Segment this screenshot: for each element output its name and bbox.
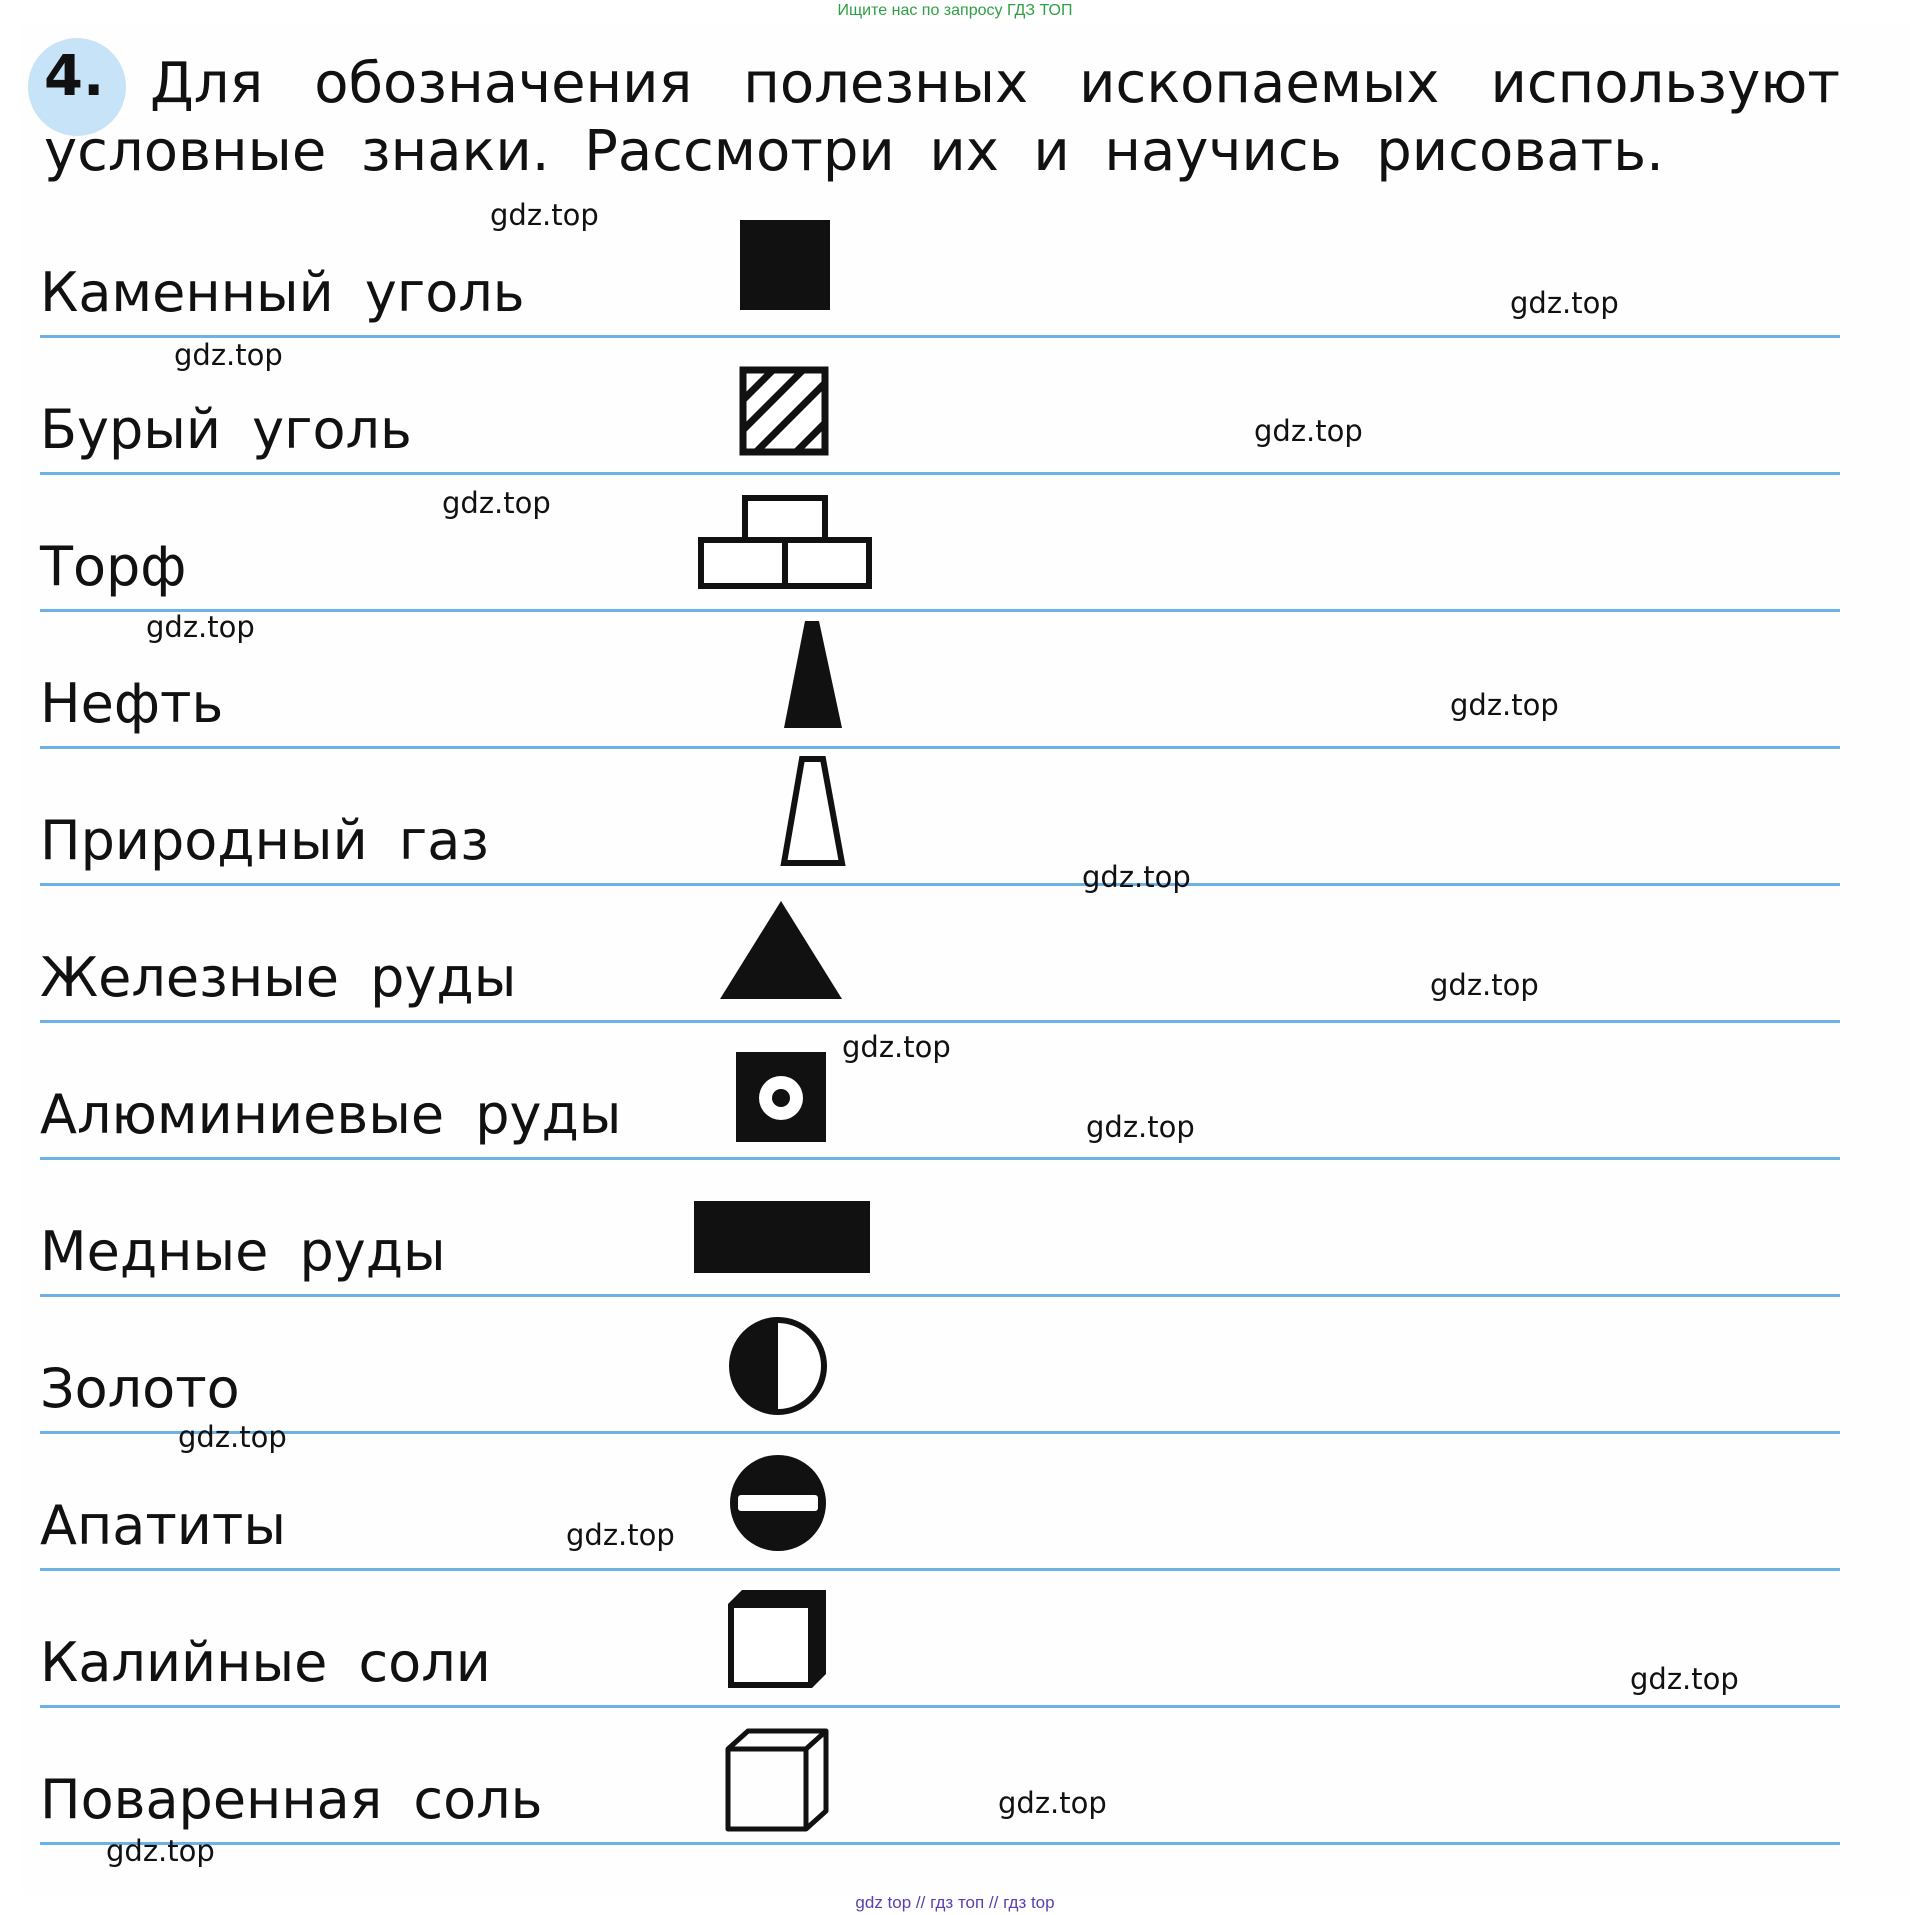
salt-outline-cube-icon [722,1725,834,1837]
row-label: Медные руды [40,1220,446,1283]
row-label: Природный газ [40,809,490,872]
copper-black-rectangle-icon [692,1199,872,1277]
watermark: gdz.top [178,1420,287,1454]
watermark: gdz.top [1630,1662,1739,1696]
task-word: и [1033,119,1070,184]
peat-bricks-icon [697,494,875,594]
row-label: Алюминиевые руды [40,1083,622,1146]
list-item-salt [40,1707,1840,1845]
iron-triangle-icon [718,895,848,1005]
watermark: gdz.top [146,610,255,644]
watermark: gdz.top [1450,688,1559,722]
gold-half-circle-icon [726,1314,830,1418]
coal-black-square-icon [738,218,834,314]
list-item-apatite [40,1433,1840,1571]
bottom-banner[interactable]: gdz top // гдз топ // гдз top [855,1893,1055,1912]
list-item-gas [40,748,1840,886]
list-item-iron [40,885,1840,1023]
task-number: 4. [44,44,105,109]
row-label: Апатиты [40,1494,286,1557]
task-word: научись [1104,119,1342,184]
task-word: условные [44,119,327,184]
watermark: gdz.top [842,1030,951,1064]
aluminium-square-dot-icon [734,1050,830,1146]
watermark: gdz.top [106,1834,215,1868]
gas-outline-trapezoid-icon [778,752,848,872]
task-word: ископаемых [1079,51,1440,116]
oil-black-trapezoid-icon [778,615,848,735]
task-text-line-1 [150,51,1840,116]
list-item-oil [40,611,1840,749]
list-item-potash [40,1570,1840,1708]
task-word: знаки. [360,119,550,184]
task-word: Для [150,51,264,116]
watermark: gdz.top [998,1786,1107,1820]
writing-line [40,1842,1840,1845]
task-word: рисовать. [1376,119,1664,184]
task-word: используют [1490,51,1840,116]
watermark: gdz.top [490,198,599,232]
row-label: Калийные соли [40,1631,491,1694]
row-label: Железные руды [40,946,517,1009]
watermark: gdz.top [1086,1110,1195,1144]
watermark: gdz.top [1254,414,1363,448]
row-label: Каменный уголь [40,261,525,324]
watermark: gdz.top [566,1518,675,1552]
brown-coal-hatched-square-icon [738,365,834,461]
watermark: gdz.top [1430,968,1539,1002]
row-label: Золото [40,1357,240,1420]
watermark: gdz.top [1510,286,1619,320]
task-word: Рассмотри [584,119,895,184]
row-label: Бурый уголь [40,398,412,461]
task-word: обозначения [314,51,693,116]
potash-shaded-cube-icon [724,1584,834,1694]
watermark: gdz.top [174,338,283,372]
watermark: gdz.top [1082,860,1191,894]
row-label: Нефть [40,672,224,735]
watermark: gdz.top [442,486,551,520]
row-label: Торф [40,535,187,598]
task-word: полезных [743,51,1029,116]
task-word: их [929,119,999,184]
task-text-line-2 [44,119,1664,184]
list-item-brown-coal [40,337,1840,475]
apatite-circle-bar-icon [726,1451,830,1555]
list-item-copper [40,1159,1840,1297]
list-item-gold [40,1296,1840,1434]
row-label: Поваренная соль [40,1768,543,1831]
top-banner[interactable]: Ищите нас по запросу ГДЗ ТОП [837,2,1073,19]
list-item-peat [40,474,1840,612]
